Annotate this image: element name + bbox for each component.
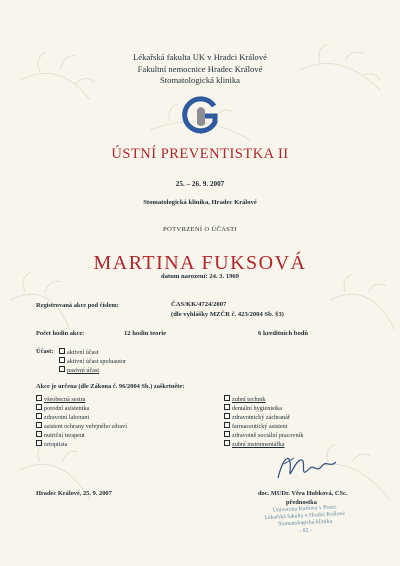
issuer-block bbox=[0, 52, 400, 87]
issuer-line: Stomatologická klinika bbox=[160, 75, 240, 85]
checkbox-icon bbox=[36, 431, 42, 437]
checkbox-icon bbox=[224, 404, 230, 410]
birth-label: datum narození: bbox=[161, 273, 208, 280]
credits-value: 6 kreditních bodů bbox=[258, 330, 309, 337]
checkbox-icon bbox=[59, 366, 65, 372]
checkbox-icon bbox=[36, 422, 42, 428]
checkbox-icon bbox=[36, 404, 42, 410]
checkbox-icon bbox=[36, 395, 42, 401]
participation-option: aktivní účast spoluautor bbox=[59, 357, 126, 365]
course-place: Stomatologická klinika, Hradec Králové bbox=[143, 199, 257, 206]
course-dates: 25. – 26. 9. 2007 bbox=[175, 180, 225, 188]
checkbox-icon bbox=[224, 440, 230, 446]
profession-item: zdravotně sociální pracovník bbox=[224, 431, 303, 439]
profession-item: nutriční terapeut bbox=[36, 431, 85, 439]
registration-label: Registrovaná akce pod číslem: bbox=[36, 302, 119, 309]
issuer-line: Fakultní nemocnice Hradec Králové bbox=[137, 63, 263, 74]
checkbox-icon bbox=[59, 348, 65, 354]
participation-label: Účast: bbox=[36, 348, 54, 355]
hours-value: 12 hodin teorie bbox=[124, 330, 167, 337]
confirmation-heading: POTVRZENÍ O ÚČASTI bbox=[163, 226, 237, 233]
profession-item: zdravotnický záchranář bbox=[224, 413, 290, 421]
participation-option: pasivní účast bbox=[59, 366, 99, 374]
profession-item: porodní asistentka bbox=[36, 404, 89, 412]
clinic-stamp bbox=[249, 503, 360, 538]
stamp-line: Univerzita Karlova v Praze bbox=[272, 504, 337, 514]
profession-item: zubní instrumentářka bbox=[224, 440, 284, 448]
checkbox-icon bbox=[224, 431, 230, 437]
issuer-line: Lékařská fakulta UK v Hradci Králové bbox=[133, 52, 267, 62]
stamp-line: Stomatologická klinika bbox=[278, 518, 333, 528]
checkbox-icon bbox=[224, 413, 230, 419]
participant-name: MARTINA FUKSOVÁ bbox=[93, 252, 307, 274]
profession-item: dentální hygienistka bbox=[224, 404, 282, 412]
profession-item: zubní technik bbox=[224, 395, 266, 403]
stamp-line: - 82 - bbox=[299, 527, 312, 534]
signer-name: doc. MUDr. Věra Hubková, CSc. bbox=[258, 490, 348, 497]
checkbox-icon bbox=[224, 395, 230, 401]
profession-item: farmaceutický asistent bbox=[224, 422, 288, 430]
registration-number: ČAS/KK/4724/2007 bbox=[171, 301, 227, 308]
signer-role: přednostka bbox=[286, 499, 317, 506]
intended-heading: Akce je určena (dle Zákona č. 96/2004 Sb.) zaškrtněte: bbox=[36, 383, 185, 390]
profession-item: asistent ochrany veřejného zdraví bbox=[36, 422, 127, 430]
profession-item: zdravotní laborant bbox=[36, 413, 89, 421]
birth-value: 24. 3. 1969 bbox=[209, 273, 239, 280]
profession-item: všeobecná sestra bbox=[36, 395, 85, 403]
profession-item: ortoptista bbox=[36, 440, 67, 448]
participation-option: aktivní účast bbox=[59, 348, 98, 356]
checkbox-icon bbox=[59, 357, 65, 363]
signature-icon bbox=[270, 448, 340, 488]
stamp-line: Lékařská fakulta v Hradci Králové bbox=[264, 511, 346, 522]
checkbox-icon bbox=[36, 440, 42, 446]
checkbox-icon bbox=[36, 413, 42, 419]
hours-label: Počet hodin akce: bbox=[36, 330, 85, 337]
faculty-logo-icon bbox=[181, 96, 221, 136]
registration-note: (dle vyhlášky MZČR č. 423/2004 Sb. §3) bbox=[171, 311, 284, 318]
course-title: ÚSTNÍ PREVENTISTKA II bbox=[111, 146, 289, 162]
checkbox-icon bbox=[224, 422, 230, 428]
birth-date bbox=[0, 273, 400, 280]
logo-letter: G bbox=[199, 130, 203, 135]
footer-date: Hradec Králové, 25. 9. 2007 bbox=[36, 490, 112, 497]
